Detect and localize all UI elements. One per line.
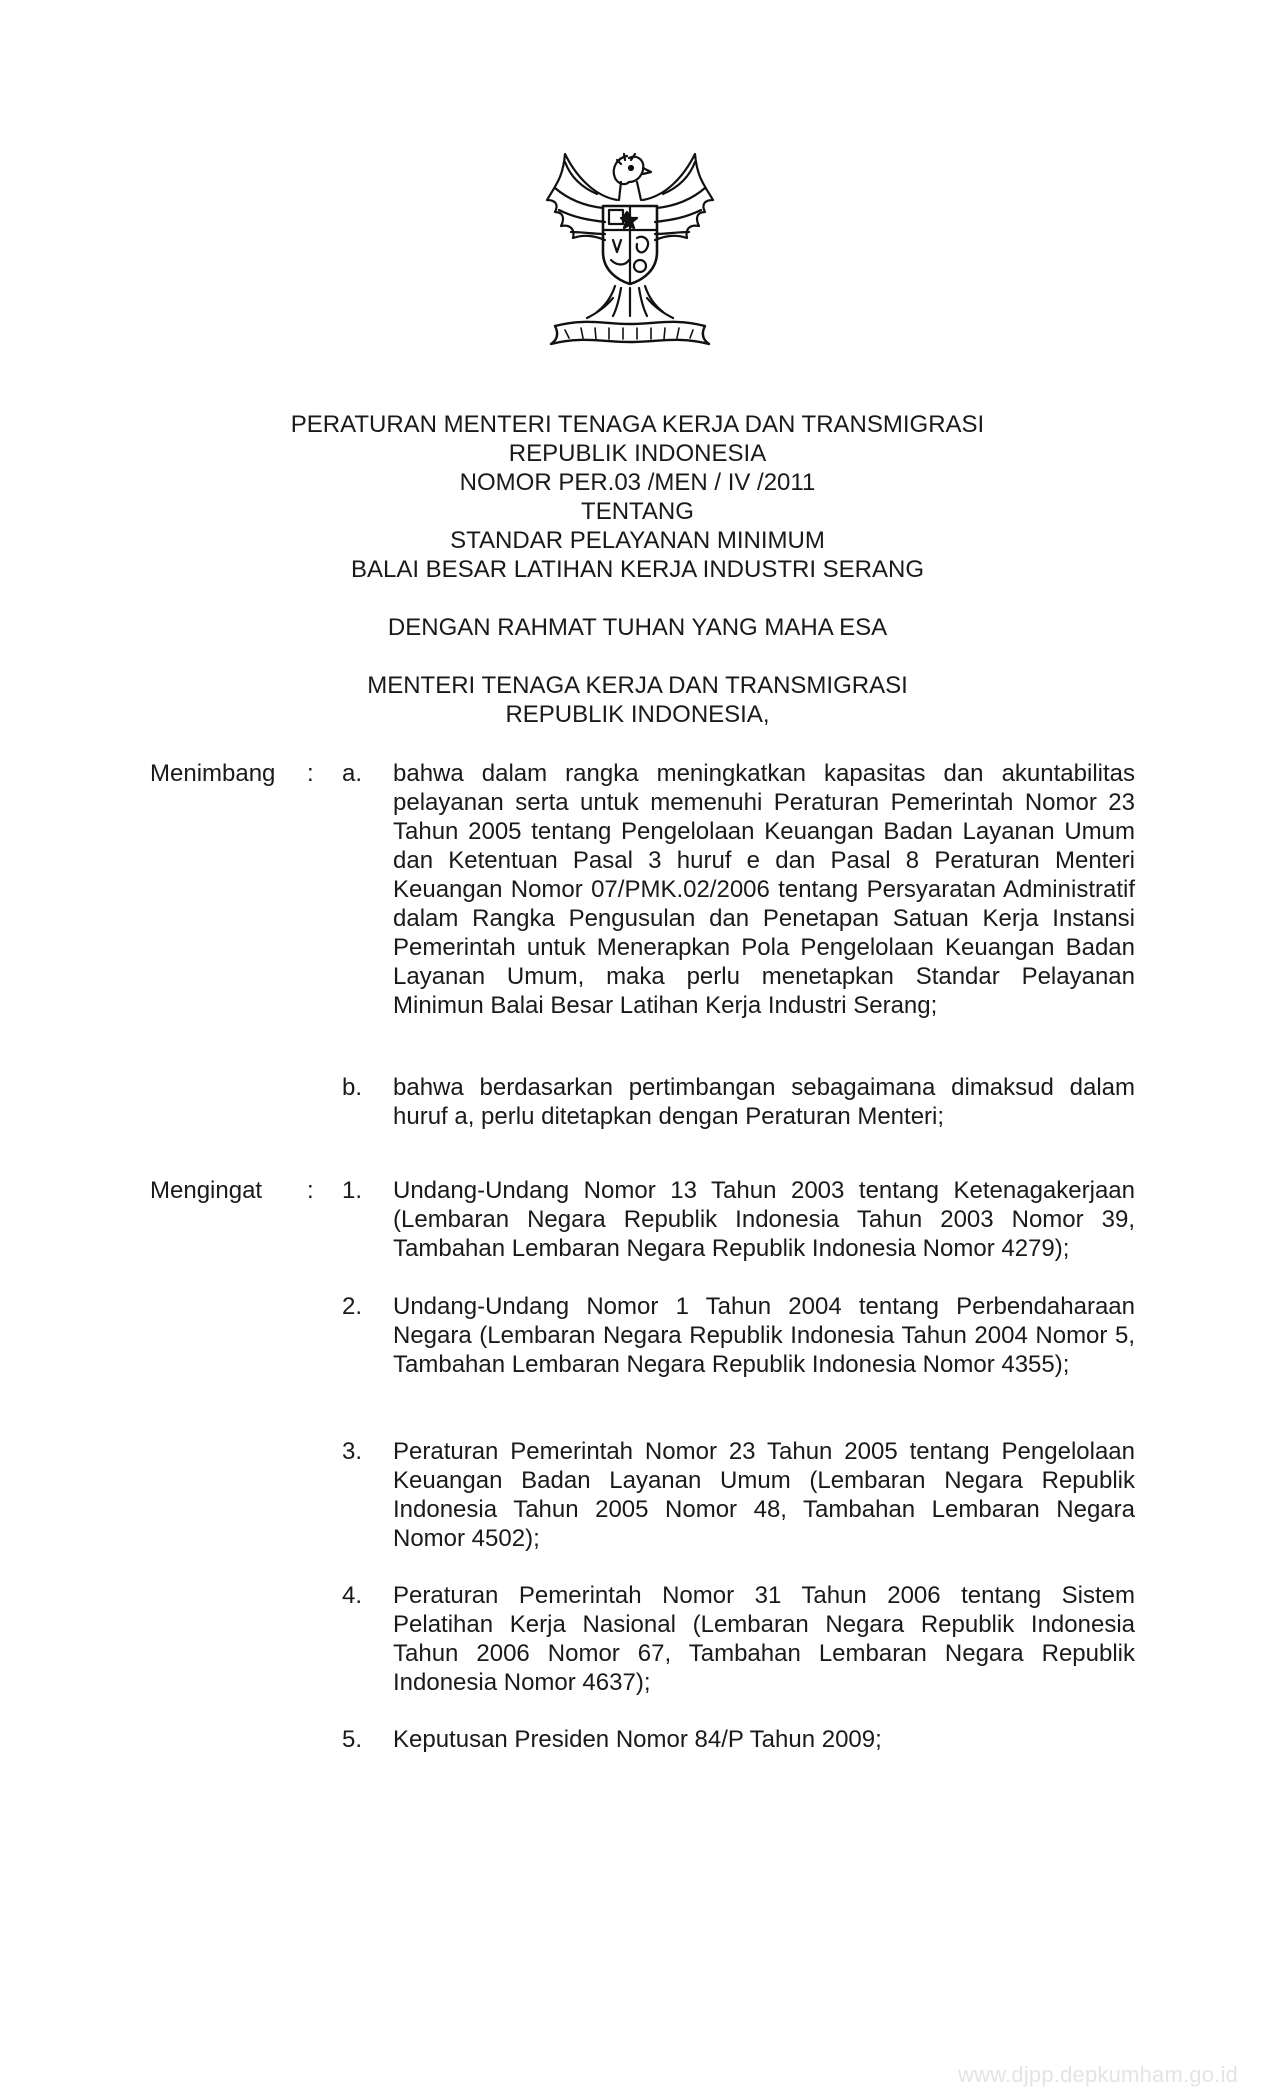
item-text: bahwa dalam rangka meningkatkan kapasitas dan akuntabilitas pelayanan serta untuk memenuhi Peraturan Pemerintah Nomor 23 Tahun 2005 tentang Pengelolaan Keuangan Badan Layanan Umum dan Ketentuan Pasal 3 huruf e dan Pasal 8 Peraturan Menteri Keuangan Nomor 07/PMK.02/2006 tentang Persyaratan Administratif dalam Rangka Pengusulan dan Penetapan Satuan Kerja Instansi Pemerintah untuk Menerapkan Pola Pengelolaan Keuangan Badan Layanan Umum, maka perlu menetapkan Standar Pelayanan Minimun Balai Besar Latihan Kerja Industri Serang;	[393, 760, 1135, 1019]
item-text: Undang-Undang Nomor 13 Tahun 2003 tentang Ketenagakerjaan (Lembaran Negara Republik Indonesia Tahun 2003 Nomor 39, Tambahan Lembaran Negara Republik Indonesia Nomor 4279);	[393, 1177, 1135, 1262]
item-text: Keputusan Presiden Nomor 84/P Tahun 2009;	[393, 1726, 882, 1753]
invocation	[150, 613, 1125, 642]
source-watermark: www.djpp.depkumham.go.id	[958, 2062, 1238, 2087]
section-colon: :	[307, 760, 314, 787]
item-text: Undang-Undang Nomor 1 Tahun 2004 tentang Perbendaharaan Negara (Lembaran Negara Republik Indonesia Tahun 2004 Nomor 5, Tambahan Lembaran Negara Republik Indonesia Nomor 4355);	[393, 1293, 1135, 1378]
issuing-authority	[150, 671, 1125, 729]
garuda-emblem-icon	[525, 148, 745, 358]
menimbang-label: Menimbang	[150, 760, 276, 787]
item-marker: 3.	[342, 1438, 363, 1465]
title-line: REPUBLIK INDONESIA	[508, 440, 767, 467]
item-marker: 1.	[342, 1177, 363, 1204]
mengingat-label: Mengingat	[150, 1177, 263, 1204]
regulation-title	[150, 410, 1125, 584]
item-marker: b.	[342, 1074, 363, 1101]
title-line: BALAI BESAR LATIHAN KERJA INDUSTRI SERANG	[350, 556, 925, 583]
invocation-text: DENGAN RAHMAT TUHAN YANG MAHA ESA	[387, 614, 888, 641]
authority-line: REPUBLIK INDONESIA,	[505, 701, 770, 728]
section-colon: :	[307, 1177, 314, 1204]
item-text: bahwa berdasarkan pertimbangan sebagaimana dimaksud dalam huruf a, perlu ditetapkan dengan Peraturan Menteri;	[393, 1074, 1135, 1130]
item-marker: a.	[342, 760, 363, 787]
item-marker: 4.	[342, 1582, 363, 1609]
title-line: STANDAR PELAYANAN MINIMUM	[450, 527, 825, 554]
item-marker: 5.	[342, 1726, 363, 1753]
title-line: PERATURAN MENTERI TENAGA KERJA DAN TRANSMIGRASI	[290, 411, 985, 438]
item-text: Peraturan Pemerintah Nomor 23 Tahun 2005 tentang Pengelolaan Keuangan Badan Layanan Umum (Lembaran Negara Republik Indonesia Tahun 2005 Nomor 48, Tambahan Lembaran Negara Nomor 4502);	[393, 1438, 1135, 1552]
authority-line: MENTERI TENAGA KERJA DAN TRANSMIGRASI	[367, 672, 908, 699]
item-text: Peraturan Pemerintah Nomor 31 Tahun 2006 tentang Sistem Pelatihan Kerja Nasional (Lembaran Negara Republik Indonesia Tahun 2006 Nomor 67, Tambahan Lembaran Negara Republik Indonesia Nomor 4637);	[393, 1582, 1135, 1696]
title-line: NOMOR PER.03 /MEN / IV /2011	[459, 469, 816, 496]
title-line: TENTANG	[581, 498, 694, 525]
item-marker: 2.	[342, 1293, 363, 1320]
